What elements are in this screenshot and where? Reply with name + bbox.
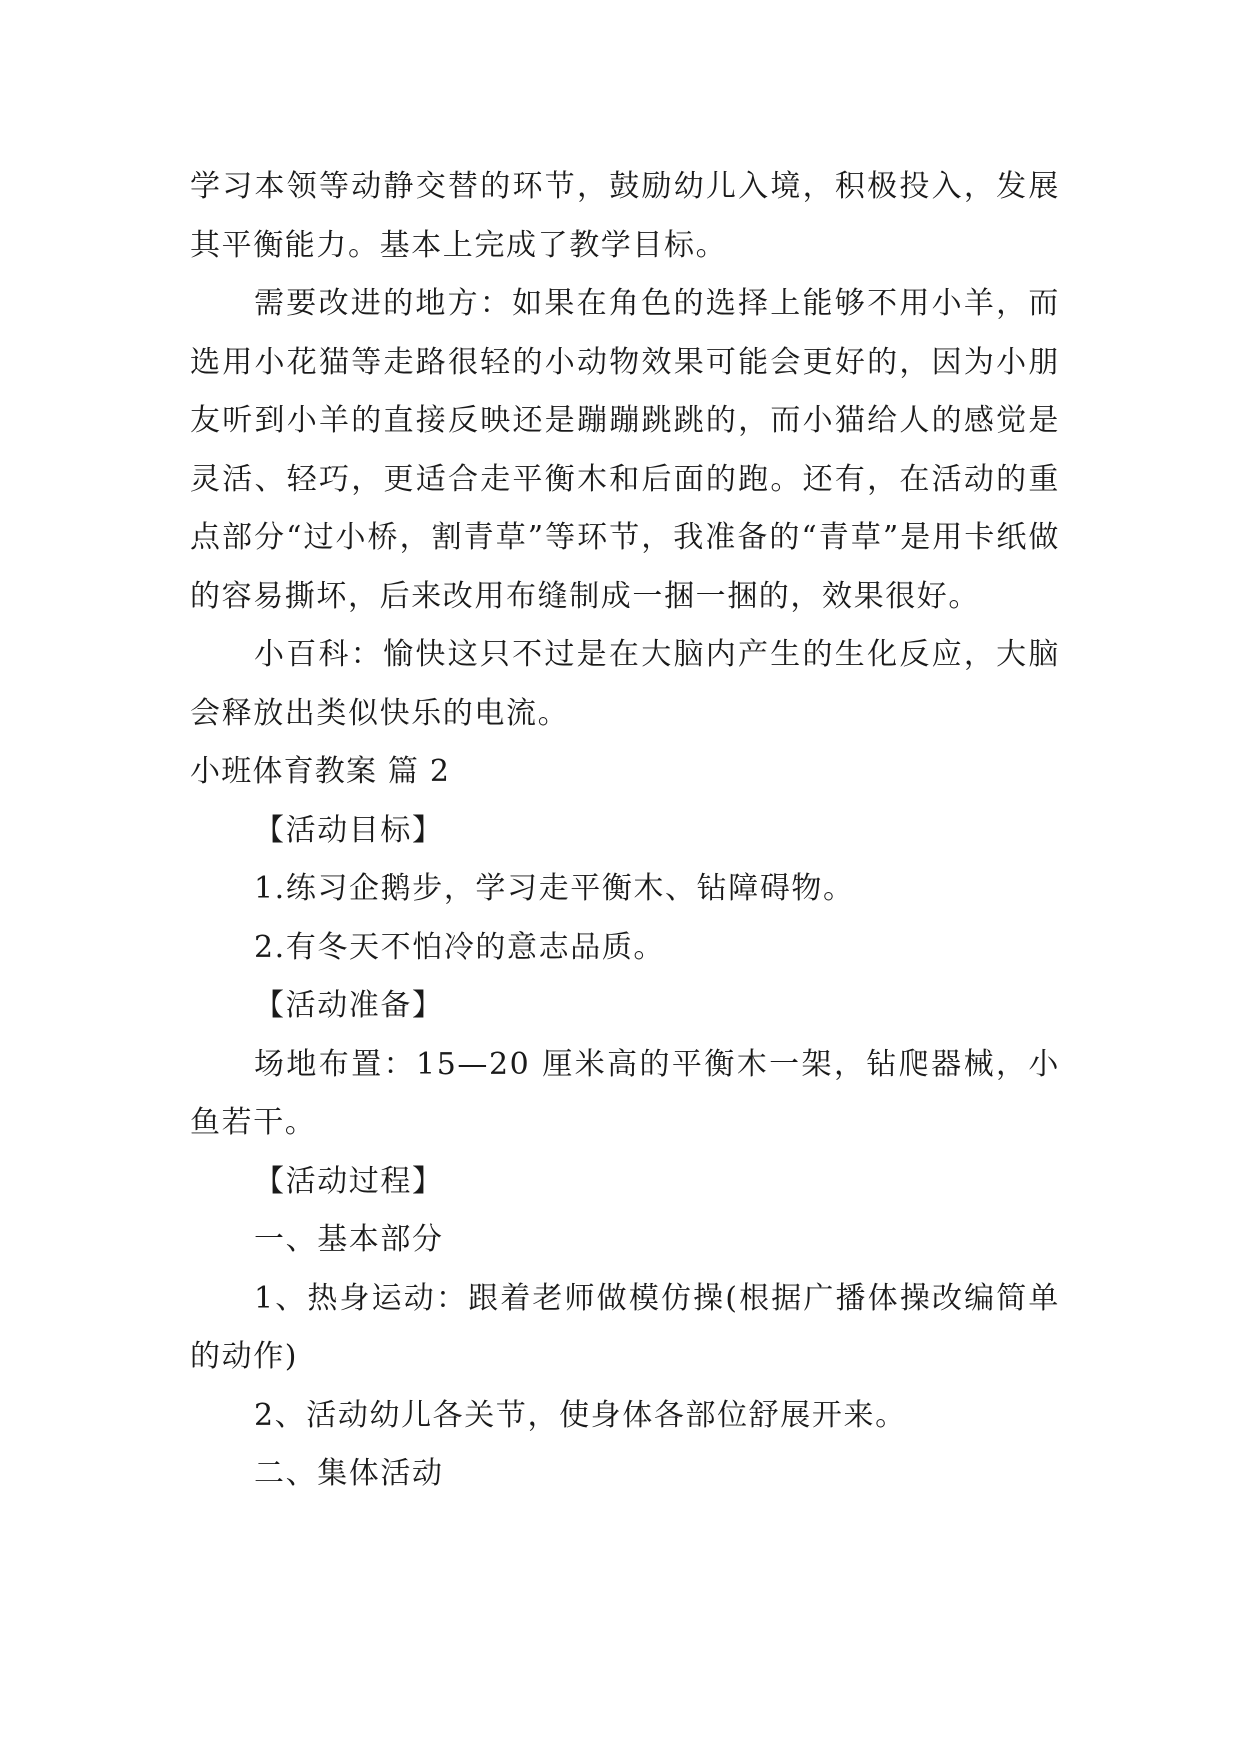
heading-activity-process: 【活动过程】 [254, 1163, 444, 1199]
paragraph-improvements: 需要改进的地方：如果在角色的选择上能够不用小羊，而选用小花猫等走路很轻的小动物效果可能会更好的，因为小朋友听到小羊的直接反映还是蹦蹦跳跳的，而小猫给人的感觉是灵活、轻巧，更适合走平衡木和后面的跑。还有，在活动的重点部分“过小桥，割青草”等环节，我准备的“青草”是用卡纸做的容易撕坏，后来改用布缝制成一捆一捆的，效果很好。 [190, 286, 1060, 614]
goal-item-2: 2.有冬天不怕冷的意志品质。 [254, 929, 666, 965]
preparation-venue: 场地布置：15—20 厘米高的平衡木一架，钻爬器械，小鱼若干。 [190, 1046, 1060, 1140]
section-title: 小班体育教案 篇 2 [190, 754, 451, 789]
paragraph-trivia: 小百科：愉快这只不过是在大脑内产生的生化反应，大脑会释放出类似快乐的电流。 [190, 637, 1060, 731]
goal-item-1: 1.练习企鹅步，学习走平衡木、钻障碍物。 [254, 871, 855, 906]
document-body [190, 158, 1060, 1504]
process-part-1-heading: 一、基本部分 [254, 1222, 444, 1257]
heading-activity-goals: 【活动目标】 [254, 812, 444, 848]
process-part-2-heading: 二、集体活动 [254, 1456, 444, 1491]
process-step-1: 1、热身运动：跟着老师做模仿操(根据广播体操改编简单的动作) [190, 1280, 1060, 1374]
heading-activity-preparation: 【活动准备】 [254, 988, 444, 1023]
paragraph-lesson-summary: 学习本领等动静交替的环节，鼓励幼儿入境，积极投入，发展其平衡能力。基本上完成了教学目标。 [190, 169, 1060, 263]
process-step-2: 2、活动幼儿各关节，使身体各部位舒展开来。 [254, 1397, 907, 1433]
